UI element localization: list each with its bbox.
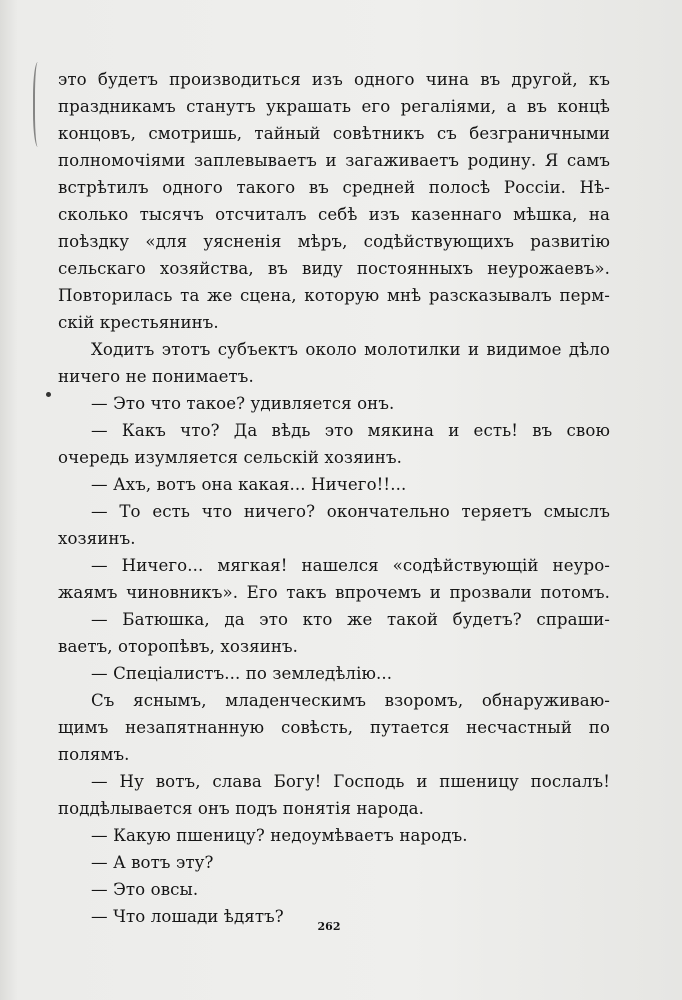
text-line: встрѣтилъ одного такого въ средней полосѣ Россіи. Нѣ- [58, 178, 610, 197]
text-line: ничего не понимаетъ. [58, 367, 254, 386]
text-line: — Какую пшеницу? недоумѣваетъ народъ. [91, 826, 468, 845]
text-line: концовъ, смотришь, тайный совѣтникъ съ безграничными [58, 124, 610, 143]
ink-dot [46, 392, 51, 397]
text-line: сколько тысячъ отсчиталъ себѣ изъ казеннаго мѣшка, на [58, 205, 610, 224]
margin-pencil-mark [33, 62, 45, 147]
text-line: — Ну вотъ, слава Богу! Господь и пшеницу послалъ! [91, 772, 610, 791]
text-line: очередь изумляется сельскій хозяинъ. [58, 448, 402, 467]
text-line: хозяинъ. [58, 529, 136, 548]
text-line: ваетъ, оторопѣвъ, хозяинъ. [58, 637, 299, 656]
text-line: — Это что такое? удивляется онъ. [91, 394, 395, 413]
text-line: — Батюшка, да это кто же такой будетъ? спраши- [91, 610, 610, 629]
text-line: Повторилась та же сцена, которую мнѣ разсказывалъ перм- [58, 286, 610, 305]
text-line: — Спеціалистъ... по земледѣлію... [91, 664, 393, 683]
text-line: — Ничего... мягкая! нашелся «содѣйствующій неуро- [91, 556, 610, 575]
text-line: щимъ незапятнанную совѣсть, путается несчастный по [58, 718, 610, 737]
text-line: жаямъ чиновникъ». Его такъ впрочемъ и прозвали потомъ. [58, 583, 610, 602]
text-line: — Что лошади ѣдятъ? [91, 907, 284, 926]
text-line: — Какъ что? Да вѣдь это мякина и есть! въ свою [91, 421, 610, 440]
text-line: поѣздку «для уясненія мѣръ, содѣйствующихъ развитію [58, 232, 610, 251]
text-line: — Ахъ, вотъ она какая... Ничего!!... [91, 475, 407, 494]
text-line: полямъ. [58, 745, 130, 764]
text-line: — То есть что ничего? окончательно теряетъ смыслъ [91, 502, 610, 521]
text-line: скій крестьянинъ. [58, 313, 219, 332]
text-line: поддѣлывается онъ подъ понятія народа. [58, 799, 425, 818]
text-line: Съ яснымъ, младенческимъ взоромъ, обнаруживаю- [91, 691, 610, 710]
page-number: 262 [317, 920, 341, 933]
text-line: — А вотъ эту? [91, 853, 214, 872]
text-line: Ходитъ этотъ субъектъ около молотилки и видимое дѣло [91, 340, 610, 359]
text-line: праздникамъ станутъ украшать его регаліями, а въ концѣ [58, 97, 610, 116]
text-line: — Это овсы. [91, 880, 199, 899]
text-line: сельскаго хозяйства, въ виду постоянныхъ неурожаевъ». [58, 259, 610, 278]
text-line: полномочіями заплевываетъ и загаживаетъ родину. Я самъ [58, 151, 610, 170]
page-text [58, 66, 610, 930]
text-line: это будетъ производиться изъ одного чина въ другой, къ [58, 70, 610, 89]
